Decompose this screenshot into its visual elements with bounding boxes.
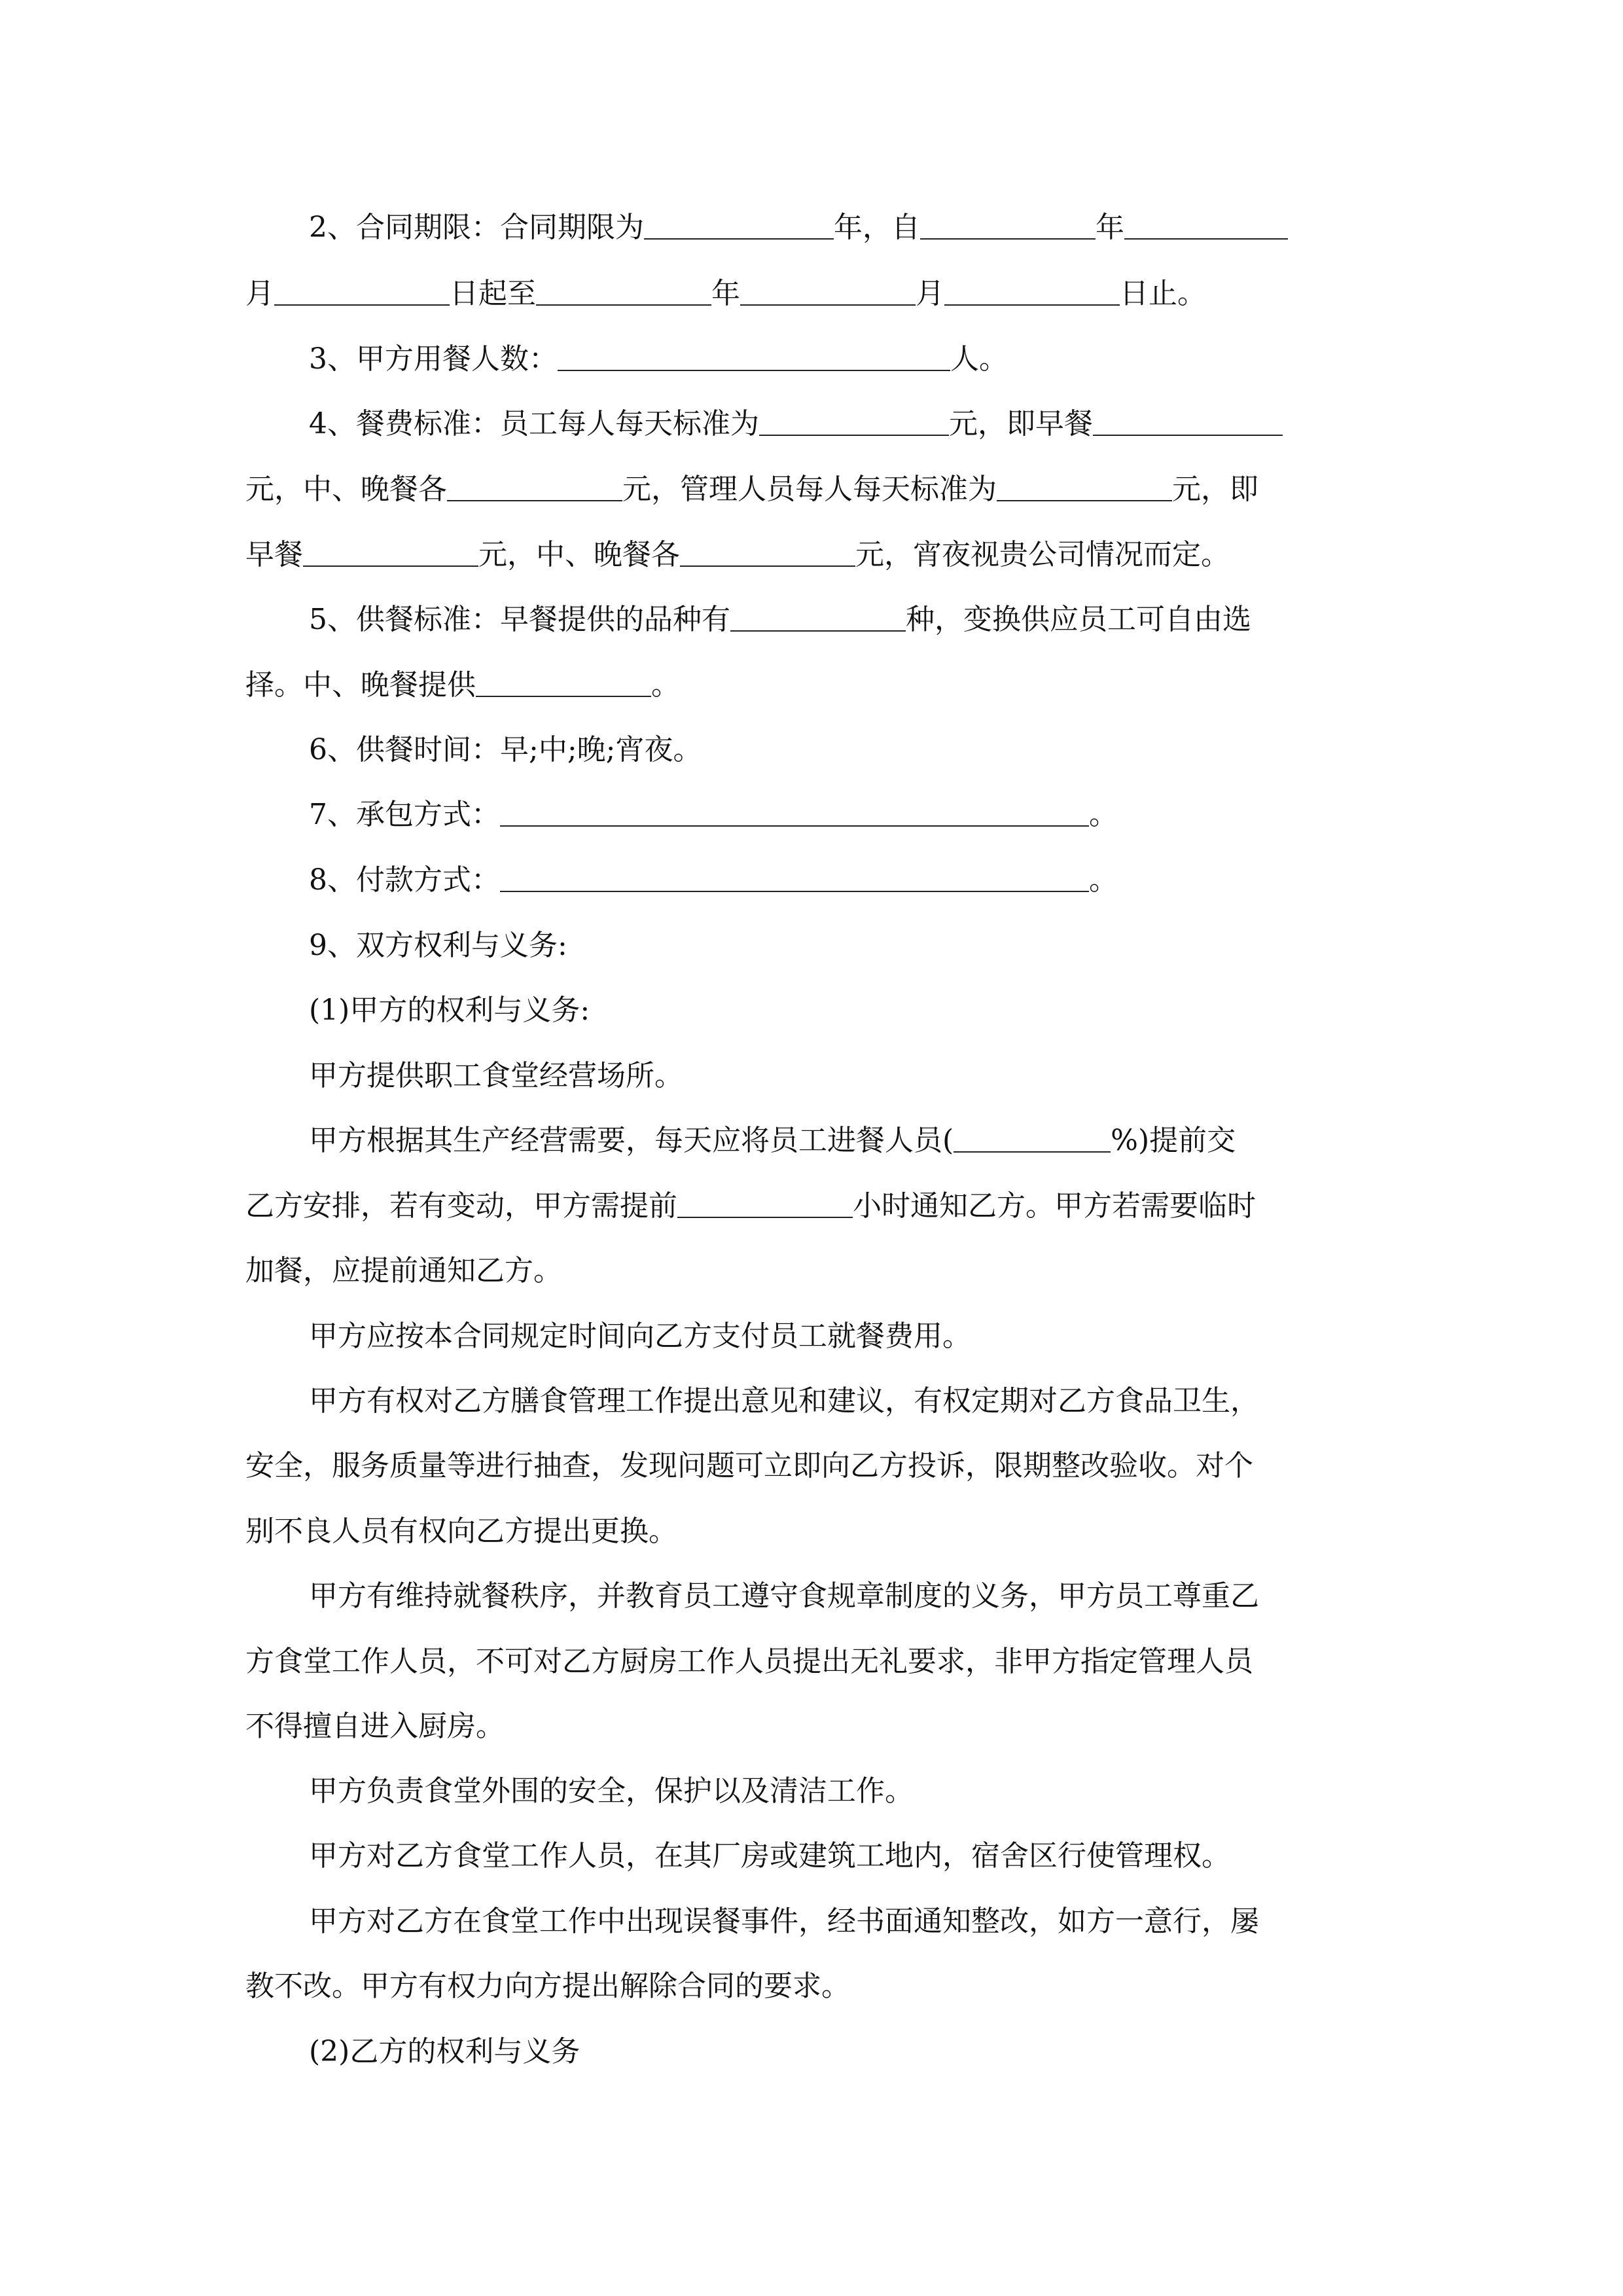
staff-lunch-dinner-blank[interactable] <box>447 470 622 501</box>
party-a-clause-1: 甲方提供职工食堂经营场所。 <box>309 1059 683 1092</box>
manager-breakfast-blank[interactable] <box>303 535 478 567</box>
lunch-dinner-offering-blank[interactable] <box>476 666 651 697</box>
contract-mode-blank[interactable] <box>500 795 1089 827</box>
item2-line2: 月 日起至 年 月 日止。 <box>245 271 1206 317</box>
party-a-clause-5-line3: 不得擅自进入厨房。 <box>245 1710 505 1743</box>
item2-line1: 2、合同期限：合同期限为 年，自 年 <box>309 205 1288 251</box>
party-b-heading: (2)乙方的权利与义务 <box>309 2035 580 2068</box>
breakfast-varieties-blank[interactable] <box>730 600 906 632</box>
party-a-clause-2-line1: 甲方根据其生产经营需要，每天应将员工进餐人员( %)提前交 <box>309 1118 1236 1164</box>
end-month-blank[interactable] <box>740 274 916 306</box>
diner-count-blank[interactable] <box>558 340 950 371</box>
party-a-clause-6: 甲方负责食堂外围的安全，保护以及清洁工作。 <box>309 1774 914 1808</box>
start-day-blank[interactable] <box>274 274 450 306</box>
party-a-clause-4-line2: 安全，服务质量等进行抽查，发现问题可立即向乙方投诉，限期整改验收。对个 <box>245 1449 1253 1482</box>
party-a-heading: (1)甲方的权利与义务: <box>309 994 590 1027</box>
item4-line1: 4、餐费标准：员工每人每天标准为 元，即早餐 <box>309 401 1283 447</box>
diner-percentage-blank[interactable] <box>954 1121 1111 1153</box>
staff-breakfast-blank[interactable] <box>1093 404 1283 436</box>
item9-line: 9、双方权利与义务: <box>309 929 567 962</box>
party-a-clause-3: 甲方应按本合同规定时间向乙方支付员工就餐费用。 <box>309 1319 971 1353</box>
item3-line: 3、甲方用餐人数： 人。 <box>309 336 1008 382</box>
start-year-blank[interactable] <box>920 208 1096 240</box>
party-a-clause-8-line1: 甲方对乙方在食堂工作中出现误餐事件，经书面通知整改，如方一意行，屡 <box>309 1905 1259 1938</box>
item4-line2: 元，中、晚餐各 元，管理人员每人每天标准为 元，即 <box>245 467 1258 512</box>
item5-line2: 择。中、晚餐提供 。 <box>245 662 680 708</box>
start-month-blank[interactable] <box>1124 208 1288 240</box>
term-years-blank[interactable] <box>644 208 834 240</box>
party-a-clause-7: 甲方对乙方食堂工作人员，在其厂房或建筑工地内，宿舍区行使管理权。 <box>309 1839 1230 1873</box>
end-year-blank[interactable] <box>536 274 711 306</box>
manager-lunch-dinner-blank[interactable] <box>680 535 855 567</box>
party-a-clause-2-line2: 乙方安排，若有变动，甲方需提前 小时通知乙方。甲方若需要临时 <box>245 1183 1256 1229</box>
notice-hours-blank[interactable] <box>677 1187 853 1218</box>
party-a-clause-4-line1: 甲方有权对乙方膳食管理工作提出意见和建议，有权定期对乙方食品卫生， <box>309 1384 1259 1418</box>
item2-label: 2、合同期限：合同期限为 <box>309 211 644 244</box>
party-a-clause-5-line1: 甲方有维持就餐秩序，并教育员工遵守食规章制度的义务，甲方员工尊重乙 <box>309 1579 1259 1613</box>
staff-daily-rate-blank[interactable] <box>759 404 949 436</box>
party-a-clause-2-line3: 加餐，应提前通知乙方。 <box>245 1254 562 1287</box>
end-day-blank[interactable] <box>944 274 1120 306</box>
item6-line: 6、供餐时间：早;中;晚;宵夜。 <box>309 733 702 766</box>
item8-line: 8、付款方式： 。 <box>309 857 1118 903</box>
manager-daily-rate-blank[interactable] <box>997 470 1172 501</box>
party-a-clause-5-line2: 方食堂工作人员，不可对乙方厨房工作人员提出无礼要求，非甲方指定管理人员 <box>245 1645 1253 1678</box>
item5-line1: 5、供餐标准：早餐提供的品种有 种，变换供应员工可自由选 <box>309 597 1251 643</box>
item4-line3: 早餐 元，中、晚餐各 元，宵夜视贵公司情况而定。 <box>245 532 1230 578</box>
party-a-clause-4-line3: 别不良人员有权向乙方提出更换。 <box>245 1515 677 1548</box>
item7-line: 7、承包方式： 。 <box>309 792 1118 838</box>
payment-method-blank[interactable] <box>500 861 1089 892</box>
party-a-clause-8-line2: 教不改。甲方有权力向方提出解除合同的要求。 <box>245 1969 850 2003</box>
